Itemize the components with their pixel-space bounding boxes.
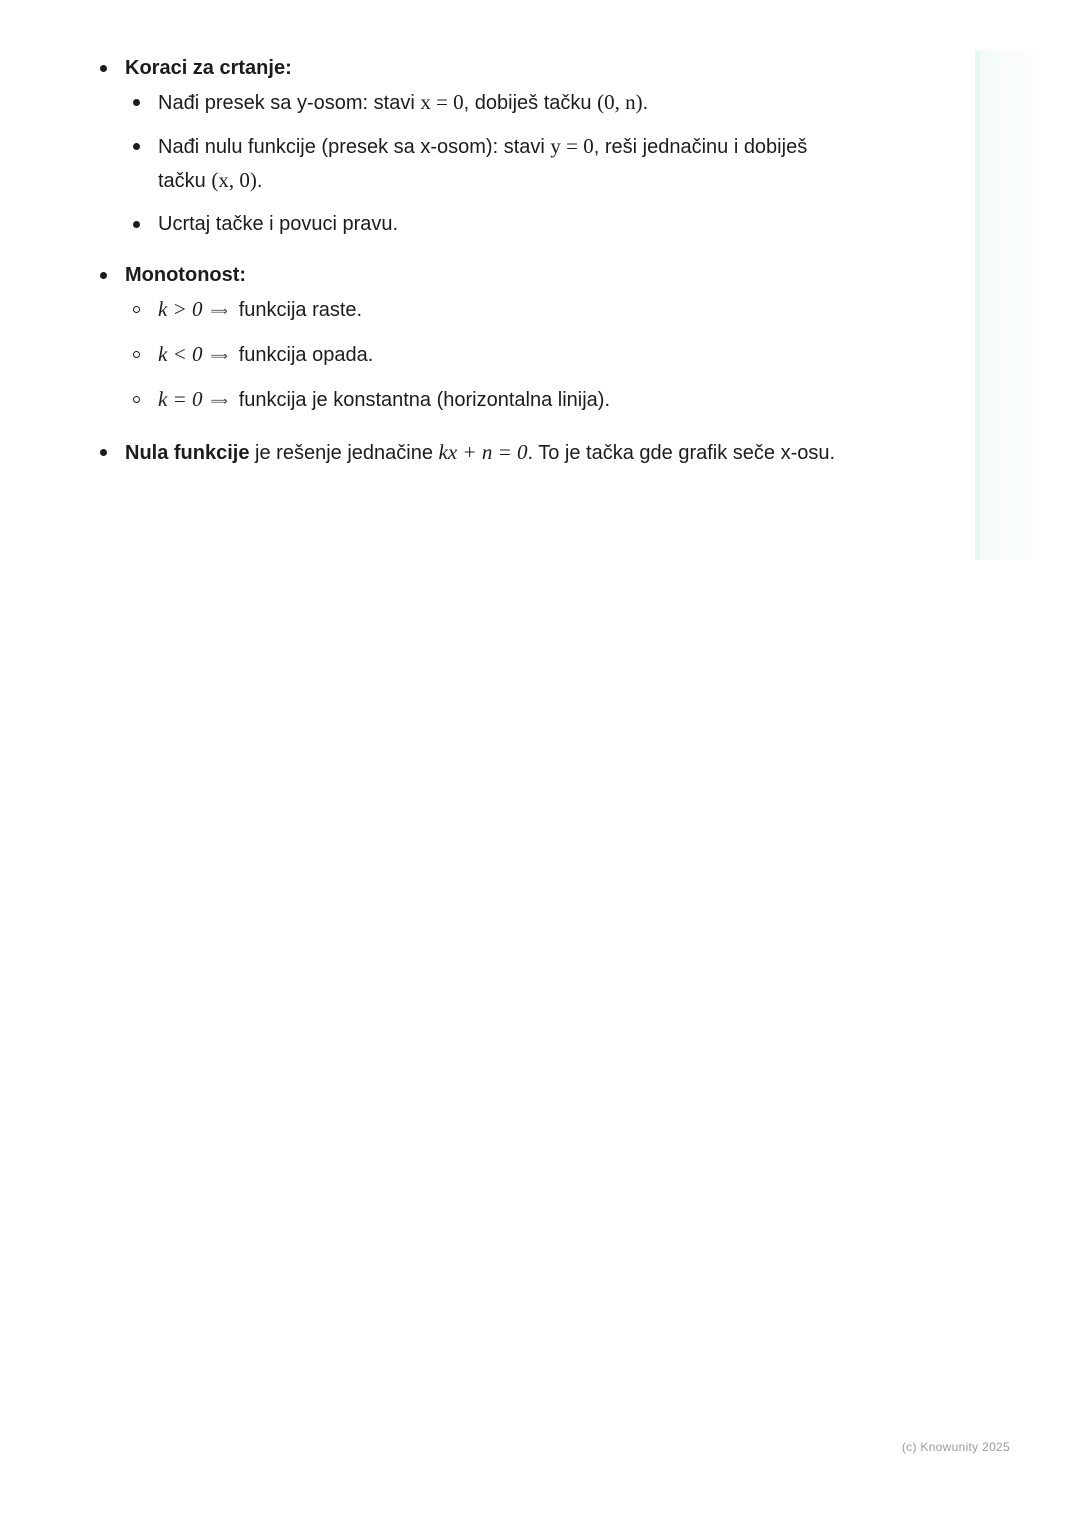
monotonost-item-2 (131, 338, 838, 373)
mono1-math: k > 0 (158, 297, 203, 321)
step2-text: Nađi nulu funkcije (presek sa x-osom): stavi (158, 136, 545, 158)
mono1-text: funkcija raste. (238, 299, 363, 321)
list-item-nula (98, 436, 838, 470)
implies-arrow-icon: ⟹ (210, 304, 228, 318)
monotonost-item-3 (131, 383, 838, 418)
monotonost-heading: Monotonost: (125, 264, 247, 286)
nula-heading: Nula funkcije (125, 442, 250, 464)
side-accent-bar (975, 50, 1033, 560)
step-item-2 (131, 130, 838, 198)
step3-text: Ucrtaj tačke i povuci pravu. (158, 213, 399, 235)
monotonost-sublist (125, 293, 838, 418)
mono3-math: k = 0 (158, 387, 203, 411)
monotonost-item-1 (131, 293, 838, 328)
step-item-1 (131, 86, 838, 120)
mono2-math: k < 0 (158, 342, 203, 366)
step2-math-point: (x, 0) (211, 168, 257, 192)
nula-math: kx + n = 0 (438, 440, 528, 464)
implies-arrow-icon: ⟹ (210, 349, 228, 363)
step1-text-mid: , dobiješ tačku (463, 92, 592, 114)
implies-arrow-icon: ⟹ (210, 394, 228, 408)
document-content (98, 52, 838, 470)
list-item-koraci (98, 52, 838, 241)
step1-math-point: (0, n) (597, 90, 643, 114)
footer-copyright: (c) Knowunity 2025 (901, 1440, 1010, 1454)
list-item-monotonost (98, 259, 838, 418)
step1-math-x: x = 0 (420, 90, 464, 114)
koraci-sublist (125, 86, 838, 241)
mono2-text: funkcija opada. (238, 344, 374, 366)
mono3-text: funkcija je konstantna (horizontalna linija). (238, 389, 611, 411)
step2-text-mid: , reši jednačinu i dobiješ tačku (158, 136, 808, 192)
koraci-heading: Koraci za crtanje: (125, 57, 292, 79)
step2-text-end: . (256, 170, 263, 192)
step1-text: Nađi presek sa y-osom: stavi (158, 92, 415, 114)
step1-text-end: . (642, 92, 649, 114)
step-item-3 (131, 208, 838, 241)
step2-math-y: y = 0 (550, 134, 594, 158)
nula-text-end: . To je tačka gde grafik seče x-osu. (527, 442, 836, 464)
nula-text: je rešenje jednačine (255, 442, 433, 464)
